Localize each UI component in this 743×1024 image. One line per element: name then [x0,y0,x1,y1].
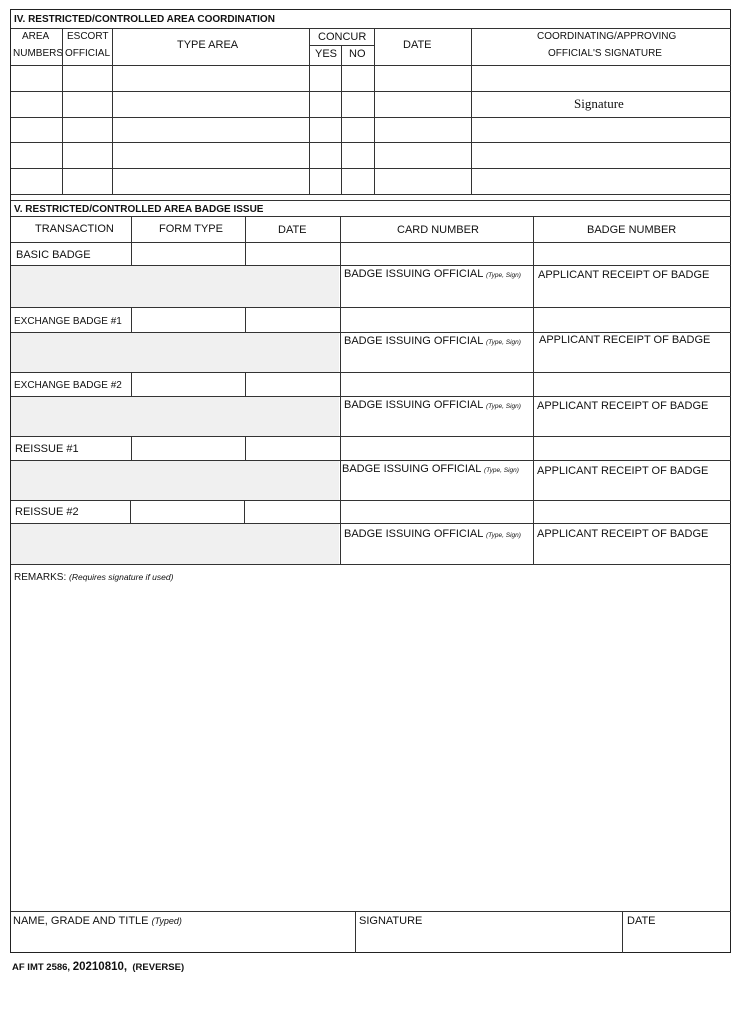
shaded-area [11,266,339,307]
escort-official-field[interactable] [63,66,111,90]
form-type-field[interactable] [132,373,244,395]
signature-label: SIGNATURE [359,915,423,927]
col-area-line2: NUMBERS [13,48,64,59]
form-identifier: AF IMT 2586, 20210810, (REVERSE) [12,961,185,973]
date-field[interactable] [375,118,470,141]
shaded-area [11,461,339,500]
date-field[interactable] [245,501,339,522]
name-grade-title-label: NAME, GRADE AND TITLE (Typed) [13,915,182,927]
divider [11,28,731,29]
applicant-receipt-field[interactable] [534,282,730,306]
badge-issuing-official-label: BADGE ISSUING OFFICIAL (Type, Sign) [344,268,521,280]
card-number-field[interactable] [341,373,532,395]
transaction-label-reissue-1: REISSUE #1 [15,443,79,455]
issuing-official-field[interactable] [341,543,532,563]
remarks-label: REMARKS: (Requires signature if used) [14,572,174,583]
shaded-area [11,333,339,372]
col-type-area: TYPE AREA [177,39,239,51]
area-number-field[interactable] [12,92,61,116]
concur-no-field[interactable] [342,169,373,193]
divider [11,564,731,565]
name-grade-title-field[interactable] [12,930,354,952]
card-number-field[interactable] [341,308,532,331]
applicant-receipt-label: APPLICANT RECEIPT OF BADGE [539,334,711,346]
area-number-field[interactable] [12,118,61,141]
area-number-field[interactable] [12,169,61,193]
badge-number-field[interactable] [534,437,730,459]
applicant-receipt-field[interactable] [534,350,730,371]
col-transaction: TRANSACTION [35,223,114,235]
shaded-area [11,397,339,436]
form-type-field[interactable] [132,243,244,264]
col-official-line1: COORDINATING/APPROVING [537,31,677,42]
concur-yes-field[interactable] [310,66,340,90]
date-field[interactable] [623,930,730,952]
signature-placeholder[interactable]: Signature [574,96,624,111]
form-page [10,9,731,953]
form-type-field[interactable] [132,437,244,459]
shaded-area [11,524,339,564]
type-area-field[interactable] [113,92,308,116]
col-official-line2: OFFICIAL'S SIGNATURE [548,48,662,59]
concur-no-field[interactable] [342,66,373,90]
applicant-receipt-field[interactable] [534,543,730,563]
divider [11,911,731,912]
date-field[interactable] [246,437,339,459]
escort-official-field[interactable] [63,118,111,141]
official-signature-field[interactable] [472,118,730,141]
area-number-field[interactable] [12,143,61,167]
card-number-field[interactable] [341,501,532,522]
concur-yes-field[interactable] [310,118,340,141]
issuing-official-field[interactable] [341,414,532,435]
badge-issuing-official-label: BADGE ISSUING OFFICIAL (Type, Sign) [344,335,521,347]
form-type-field[interactable] [131,501,243,522]
date-field[interactable] [375,92,470,116]
applicant-receipt-label: APPLICANT RECEIPT OF BADGE [537,465,709,477]
section-4-title: IV. RESTRICTED/CONTROLLED AREA COORDINATION [14,14,275,25]
col-card-number: CARD NUMBER [397,224,479,236]
issuing-official-field[interactable] [341,479,532,499]
type-area-field[interactable] [113,118,308,141]
date-label: DATE [627,915,656,927]
transaction-label-exchange-badge-1: EXCHANGE BADGE #1 [14,316,122,327]
concur-yes-field[interactable] [310,143,340,167]
issuing-official-field[interactable] [341,282,532,306]
escort-official-field[interactable] [63,169,111,193]
signature-field[interactable] [356,930,621,952]
applicant-receipt-label: APPLICANT RECEIPT OF BADGE [538,269,710,281]
col-no: NO [349,48,366,60]
divider [11,200,731,201]
col-badge-number: BADGE NUMBER [587,224,677,236]
badge-issuing-official-label: BADGE ISSUING OFFICIAL (Type, Sign) [344,528,521,540]
type-area-field[interactable] [113,169,308,193]
type-area-field[interactable] [113,143,308,167]
date-field[interactable] [375,169,470,193]
card-number-field[interactable] [341,437,532,459]
official-signature-field[interactable] [472,66,730,90]
applicant-receipt-label: APPLICANT RECEIPT OF BADGE [537,528,709,540]
badge-number-field[interactable] [534,373,730,395]
divider [131,216,132,242]
col-escort-line1: ESCORT [67,31,109,42]
card-number-field[interactable] [341,243,532,264]
divider [11,194,731,195]
badge-number-field[interactable] [534,243,730,264]
col-escort-line2: OFFICIAL [65,48,111,59]
concur-no-field[interactable] [342,92,373,116]
official-signature-field[interactable] [472,143,730,167]
concur-yes-field[interactable] [310,169,340,193]
divider [11,216,731,217]
issuing-official-field[interactable] [341,350,532,371]
col-date: DATE [403,39,432,51]
badge-issuing-official-label: BADGE ISSUING OFFICIAL (Type, Sign) [342,463,519,475]
form-type-field[interactable] [132,308,244,331]
badge-number-field[interactable] [534,308,730,331]
official-signature-field[interactable] [472,169,730,193]
divider [245,216,246,242]
date-field[interactable] [375,143,470,167]
concur-yes-field[interactable] [310,92,340,116]
transaction-label-exchange-badge-2: EXCHANGE BADGE #2 [14,380,122,391]
date-field[interactable] [246,243,339,264]
col-form-type: FORM TYPE [159,223,223,235]
concur-no-field[interactable] [342,118,373,141]
date-field[interactable] [246,308,339,331]
applicant-receipt-label: APPLICANT RECEIPT OF BADGE [537,400,709,412]
escort-official-field[interactable] [63,143,111,167]
col-area-line1: AREA [22,31,50,42]
date-field[interactable] [375,66,470,90]
area-number-field[interactable] [12,66,61,90]
col-date: DATE [278,224,307,236]
remarks-textarea[interactable] [12,588,730,910]
badge-issuing-official-label: BADGE ISSUING OFFICIAL (Type, Sign) [344,399,521,411]
badge-number-field[interactable] [534,501,730,522]
applicant-receipt-field[interactable] [534,479,730,499]
type-area-field[interactable] [113,66,308,90]
applicant-receipt-field[interactable] [534,414,730,435]
section-5-title: V. RESTRICTED/CONTROLLED AREA BADGE ISSUE [14,204,264,215]
concur-no-field[interactable] [342,143,373,167]
col-concur: CONCUR [318,31,367,43]
escort-official-field[interactable] [63,92,111,116]
transaction-label-basic-badge: BASIC BADGE [16,249,91,261]
date-field[interactable] [246,373,339,395]
transaction-label-reissue-2: REISSUE #2 [15,506,79,518]
col-yes: YES [315,48,338,60]
